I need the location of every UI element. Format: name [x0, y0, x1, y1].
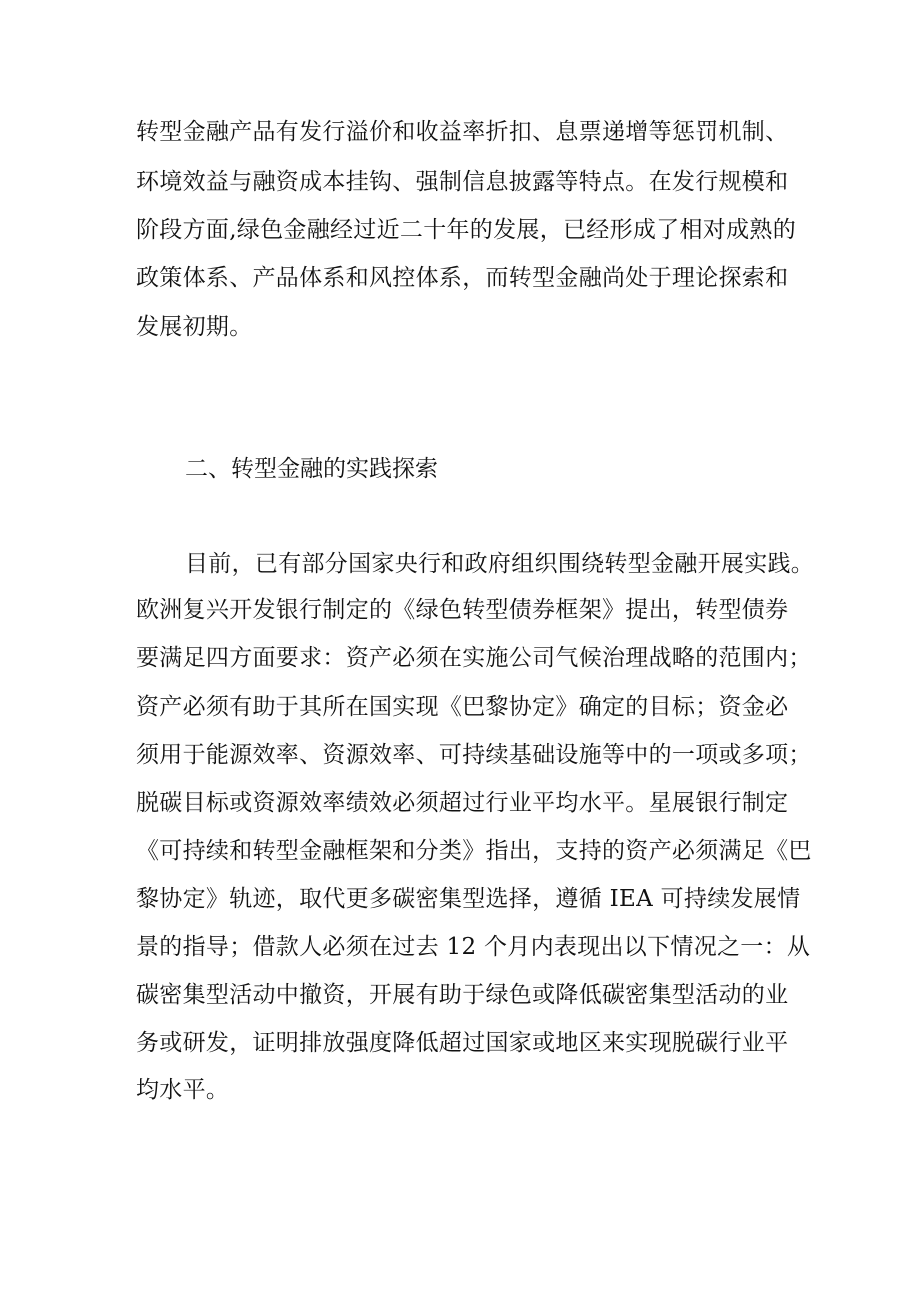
paragraph-1-line: 政策体系、产品体系和风控体系，而转型金融尚处于理论探索和 — [136, 265, 789, 291]
paragraph-2-line: 目前，已有部分国家央行和政府组织围绕转型金融开展实践。 — [185, 551, 815, 577]
paragraph-2-line: 景的指导；借款人必须在过去 12 个月内表现出以下情况之一：从 — [136, 934, 811, 960]
paragraph-1-line: 转型金融产品有发行溢价和收益率折扣、息票递增等惩罚机制、 — [136, 119, 789, 145]
paragraph-2-line: 黎协定》轨迹，取代更多碳密集型选择，遵循 IEA 可持续发展情 — [136, 886, 801, 912]
paragraph-2-line: 均水平。 — [136, 1077, 230, 1103]
section-heading: 二、转型金融的实践探索 — [185, 456, 438, 482]
paragraph-1-line: 发展初期。 — [136, 314, 253, 340]
paragraph-2-line: 须用于能源效率、资源效率、可持续基础设施等中的一项或多项； — [136, 742, 812, 768]
paragraph-2-line: 要满足四方面要求：资产必须在实施公司气候治理战略的范围内； — [136, 645, 812, 671]
paragraph-2-line: 务或研发，证明排放强度降低超过国家或地区来实现脱碳行业平 — [136, 1030, 789, 1056]
paragraph-2-line: 脱碳目标或资源效率绩效必须超过行业平均水平。星展银行制定 — [136, 790, 789, 816]
paragraph-2-line: 欧洲复兴开发银行制定的《绿色转型债券框架》提出，转型债券 — [136, 597, 789, 623]
paragraph-2-line: 碳密集型活动中撤资，开展有助于绿色或降低碳密集型活动的业 — [136, 982, 789, 1008]
paragraph-2-line: 资产必须有助于其所在国实现《巴黎协定》确定的目标；资金必 — [136, 694, 789, 720]
paragraph-1-line: 环境效益与融资成本挂钩、强制信息披露等特点。在发行规模和 — [136, 169, 789, 195]
paragraph-1-line: 阶段方面,绿色金融经过近二十年的发展，已经形成了相对成熟的 — [136, 217, 797, 243]
paragraph-2-line: 《可持续和转型金融框架和分类》指出，支持的资产必须满足《巴 — [136, 838, 812, 864]
